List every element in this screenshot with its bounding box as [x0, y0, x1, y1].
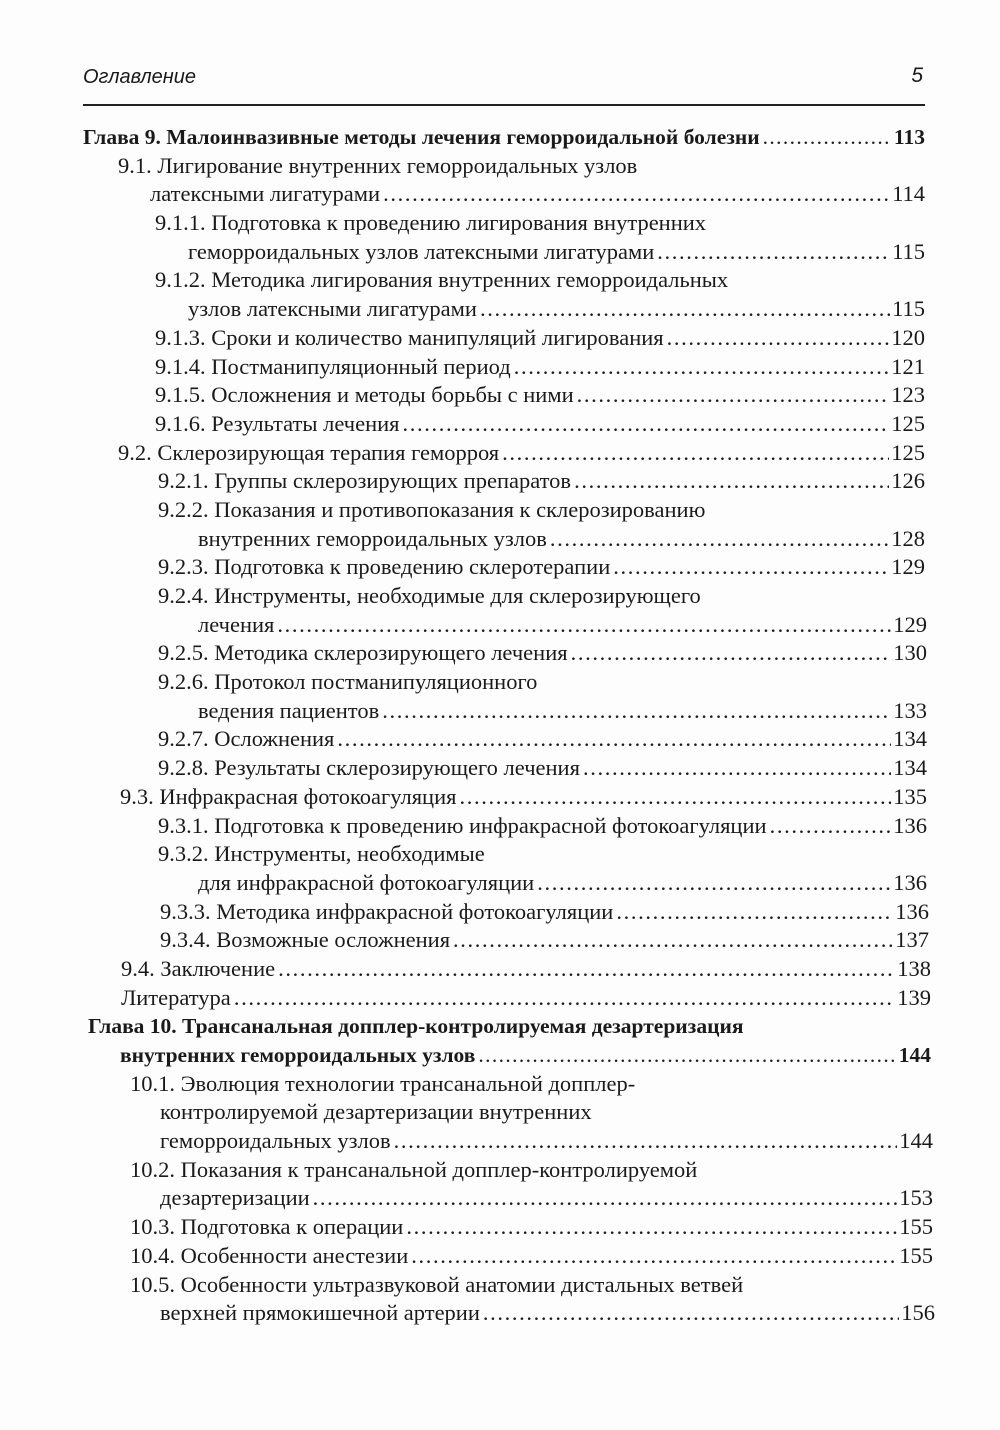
- dot-leader: [453, 926, 893, 955]
- toc-entry-title: дезартеризации: [160, 1185, 310, 1211]
- toc-entry: [0, 1184, 933, 1213]
- toc-entry-title: внутренних геморроидальных узлов: [120, 1043, 476, 1067]
- toc-entry: [0, 1098, 1000, 1127]
- toc-entry-page: 113: [893, 125, 925, 149]
- toc-entry-page: 135: [893, 783, 927, 809]
- toc-entry: [0, 639, 927, 668]
- toc-entry-title: контролируемой дезартеризации внутренних: [160, 1099, 592, 1125]
- toc-entry-title: Литература: [121, 984, 231, 1010]
- toc-entry-page: 144: [898, 1043, 931, 1067]
- dot-leader: [406, 1213, 897, 1242]
- toc-entry-title: 9.1.3. Сроки и количество манипуляций лигирования: [155, 324, 664, 350]
- toc-entry-title: 9.2.3. Подготовка к проведению склеротерапии: [158, 554, 611, 580]
- toc-entry: [0, 668, 1000, 697]
- toc-entry-title: 9.2.4. Инструменты, необходимые для склерозирующего: [158, 583, 701, 608]
- toc-entry-title: 9.2.8. Результаты склерозирующего лечения: [158, 755, 580, 781]
- dot-leader: [480, 295, 890, 324]
- toc-entry: [0, 840, 1000, 869]
- dot-leader: [394, 1127, 898, 1156]
- toc-entry-title: внутренних геморроидальных узлов: [198, 525, 547, 551]
- toc-entry-page: 125: [891, 410, 925, 436]
- toc-entry-title: 9.2.2. Показания и противопоказания к склерозированию: [158, 496, 706, 522]
- toc-entry: [0, 381, 925, 410]
- toc-entry-page: 130: [893, 640, 927, 666]
- toc-entry: [0, 984, 931, 1013]
- toc-entry-page: 134: [893, 755, 927, 781]
- dot-leader: [763, 123, 892, 152]
- toc-entry: [0, 725, 927, 754]
- toc-entry: [0, 582, 1000, 611]
- toc-entry-title: 9.1.4. Постманипуляционный период: [155, 353, 511, 379]
- dot-leader: [411, 1242, 897, 1271]
- toc-entry-title: 10.5. Особенности ультразвуковой анатомии дистальных ветвей: [130, 1271, 744, 1297]
- toc-entry-page: 153: [899, 1185, 933, 1211]
- toc-entry: [0, 152, 1000, 181]
- toc-entry-title: 9.3. Инфракрасная фотокоагуляция: [120, 783, 457, 809]
- toc-entry-page: 128: [891, 525, 925, 551]
- toc-entry-page: 120: [891, 324, 925, 350]
- dot-leader: [770, 812, 892, 841]
- toc-entry: [0, 926, 929, 955]
- toc-entry-title: 10.1. Эволюция технологии трансанальной допплер-: [130, 1070, 636, 1096]
- toc-entry-page: 138: [897, 955, 931, 981]
- toc-entry-page: 136: [895, 898, 929, 924]
- dot-leader: [657, 238, 890, 267]
- toc-entry: [0, 180, 925, 209]
- toc-entry-page: 114: [892, 181, 925, 207]
- toc-entry-title: 10.3. Подготовка к операции: [130, 1214, 404, 1240]
- dot-leader: [403, 410, 890, 439]
- toc-entry: [0, 783, 927, 812]
- toc-entry-page: 123: [891, 382, 925, 408]
- dot-leader: [382, 697, 891, 726]
- toc-entry-page: 133: [893, 697, 927, 723]
- toc-entry-title: 9.2.6. Протокол постманипуляционного: [158, 669, 538, 695]
- dot-leader: [583, 754, 891, 783]
- toc-entry: [0, 754, 927, 783]
- toc-entry: [0, 869, 927, 898]
- toc-entry-page: 125: [891, 439, 925, 465]
- toc-entry: [0, 209, 1000, 238]
- dot-leader: [383, 180, 890, 209]
- toc-entry-title: 10.4. Особенности анестезии: [130, 1242, 409, 1268]
- toc-entry-title: 9.2.7. Осложнения: [158, 726, 335, 752]
- toc-entry-title: 9.1. Лигирование внутренних геморроидальных узлов: [118, 152, 638, 178]
- toc-entry: [0, 1299, 935, 1328]
- toc-entry-page: 139: [897, 984, 931, 1010]
- toc-entry: [0, 812, 927, 841]
- toc-entry-title: узлов латексными лигатурами: [188, 296, 477, 322]
- dot-leader: [613, 553, 889, 582]
- toc-entry-page: 115: [892, 238, 925, 264]
- dot-leader: [667, 324, 890, 353]
- toc-entry: [0, 1127, 933, 1156]
- toc-entry: [0, 898, 929, 927]
- toc-entry-page: 134: [893, 726, 927, 752]
- page-number: 5: [911, 64, 923, 87]
- toc-entry: [0, 439, 925, 468]
- toc-entry-page: 129: [891, 554, 925, 580]
- toc-entry-title: 9.2.5. Методика склерозирующего лечения: [158, 640, 568, 666]
- toc-entry: [0, 324, 925, 353]
- toc-entry-title: геморроидальных узлов латексными лигатурами: [188, 238, 655, 264]
- toc-entry-title: латексными лигатурами: [150, 181, 381, 207]
- toc-entry-title: 9.2. Склерозирующая терапия геморроя: [118, 439, 500, 465]
- toc-entry: [0, 1041, 931, 1070]
- toc-entry-page: 129: [893, 611, 927, 637]
- toc-entry-title: 10.2. Показания к трансанальной допплер-контролируемой: [130, 1156, 698, 1182]
- toc-entry-title: 9.3.1. Подготовка к проведению инфракрасной фотокоагуляции: [158, 812, 767, 838]
- toc-entry-title: для инфракрасной фотокоагуляции: [198, 869, 535, 895]
- dot-leader: [537, 869, 891, 898]
- toc-entry: [0, 295, 925, 324]
- dot-leader: [234, 984, 895, 1013]
- toc-entry-page: 136: [893, 869, 927, 895]
- toc-entry-title: Глава 10. Трансанальная допплер-контролируемая дезартеризация: [88, 1014, 744, 1039]
- dot-leader: [337, 725, 891, 754]
- toc-entry: [0, 1156, 1000, 1185]
- dot-leader: [550, 525, 889, 554]
- toc-entry: [0, 553, 925, 582]
- page-header: [83, 60, 925, 106]
- toc-entry-title: 9.3.4. Возможные осложнения: [160, 927, 451, 953]
- toc-entry: [0, 353, 925, 382]
- dot-leader: [478, 1041, 896, 1070]
- toc-entry-page: 137: [895, 927, 929, 953]
- table-of-contents: [0, 123, 1000, 1328]
- toc-entry-page: 144: [899, 1128, 933, 1154]
- toc-entry-title: 9.4. Заключение: [121, 955, 276, 981]
- toc-entry: [0, 1242, 933, 1271]
- toc-entry: [0, 1070, 1000, 1099]
- toc-entry: [0, 1213, 933, 1242]
- toc-entry-page: 121: [891, 353, 925, 379]
- toc-entry: [0, 955, 931, 984]
- dot-leader: [277, 611, 891, 640]
- toc-entry-page: 155: [899, 1214, 933, 1240]
- toc-entry: [0, 525, 925, 554]
- dot-leader: [574, 467, 889, 496]
- toc-entry-title: лечения: [198, 611, 275, 637]
- toc-entry-page: 156: [901, 1300, 935, 1326]
- toc-entry-title: 9.1.2. Методика лигирования внутренних геморроидальных: [155, 267, 729, 293]
- toc-entry: [0, 238, 925, 267]
- toc-entry-page: 136: [893, 812, 927, 838]
- toc-entry-title: 9.3.2. Инструменты, необходимые: [158, 841, 485, 867]
- dot-leader: [483, 1299, 899, 1328]
- toc-entry-title: 9.3.3. Методика инфракрасной фотокоагуляции: [160, 898, 614, 924]
- dot-leader: [278, 955, 895, 984]
- dot-leader: [313, 1184, 898, 1213]
- toc-entry-title: геморроидальных узлов: [160, 1128, 391, 1154]
- toc-entry-page: 115: [892, 296, 925, 322]
- toc-entry: [0, 467, 925, 496]
- toc-entry-title: верхней прямокишечной артерии: [160, 1300, 480, 1326]
- toc-entry-title: ведения пациентов: [198, 697, 380, 723]
- toc-entry-title: Глава 9. Малоинвазивные методы лечения геморроидальной болезни: [83, 125, 760, 149]
- running-title: Оглавление: [83, 66, 197, 88]
- toc-entry: [0, 266, 1000, 295]
- dot-leader: [459, 783, 891, 812]
- toc-entry-title: 9.1.1. Подготовка к проведению лигирования внутренних: [155, 210, 707, 236]
- dot-leader: [616, 898, 893, 927]
- dot-leader: [514, 353, 890, 382]
- dot-leader: [571, 639, 892, 668]
- toc-entry: [0, 1271, 1000, 1300]
- toc-entry-page: 126: [891, 468, 925, 494]
- toc-entry-title: 9.2.1. Группы склерозирующих препаратов: [158, 468, 572, 494]
- toc-entry: [0, 123, 925, 152]
- toc-entry: [0, 410, 925, 439]
- toc-entry: [0, 697, 927, 726]
- toc-entry: [0, 1012, 1000, 1041]
- dot-leader: [577, 381, 890, 410]
- toc-entry: [0, 496, 1000, 525]
- dot-leader: [502, 439, 889, 468]
- toc-entry-page: 155: [899, 1242, 933, 1268]
- toc-entry: [0, 611, 927, 640]
- toc-entry-title: 9.1.6. Результаты лечения: [155, 410, 400, 436]
- toc-entry-title: 9.1.5. Осложнения и методы борьбы с ними: [155, 382, 574, 408]
